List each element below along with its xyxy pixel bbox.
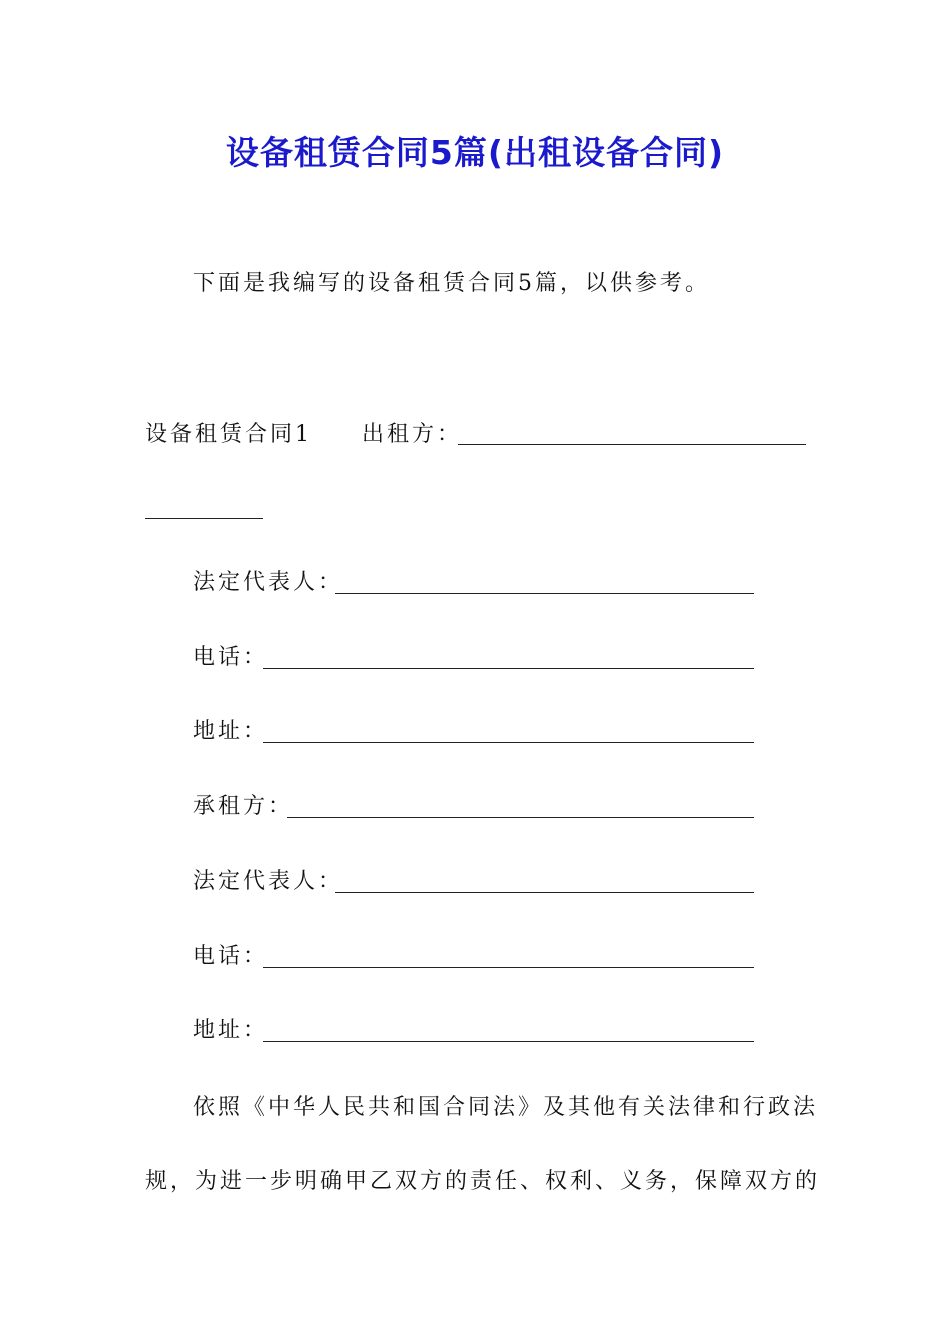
field-blank-line bbox=[263, 967, 754, 968]
field-blank-line bbox=[263, 668, 754, 669]
field-label: 法定代表人： bbox=[193, 570, 344, 595]
intro-text: 下面是我编写的设备租赁合同5篇，以供参考。 bbox=[193, 271, 710, 296]
field-blank-line bbox=[335, 593, 754, 594]
field-blank-line bbox=[263, 1041, 754, 1042]
field-blank-line bbox=[335, 892, 754, 893]
body-paragraph-line-2: 规，为进一步明确甲乙双方的责任、权利、义务，保障双方的 bbox=[145, 1169, 821, 1194]
field-label: 地址： bbox=[193, 1018, 269, 1043]
field-label: 承租方： bbox=[193, 794, 294, 819]
field-label: 地址： bbox=[193, 719, 269, 744]
body-paragraph-line-1: 依照《中华人民共和国合同法》及其他有关法律和行政法 bbox=[193, 1095, 819, 1120]
page-title: 设备租赁合同5篇(出租设备合同) bbox=[225, 133, 725, 172]
field-blank-line bbox=[287, 817, 754, 818]
field-label: 法定代表人： bbox=[193, 869, 344, 894]
field-label: 电话： bbox=[193, 944, 269, 969]
section-heading: 设备租赁合同1 bbox=[145, 422, 312, 447]
lessor-blank-line bbox=[458, 444, 806, 445]
lessor-blank-line-continued bbox=[145, 518, 263, 519]
field-blank-line bbox=[263, 742, 754, 743]
lessor-label: 出租方： bbox=[362, 422, 463, 447]
field-label: 电话： bbox=[193, 645, 269, 670]
